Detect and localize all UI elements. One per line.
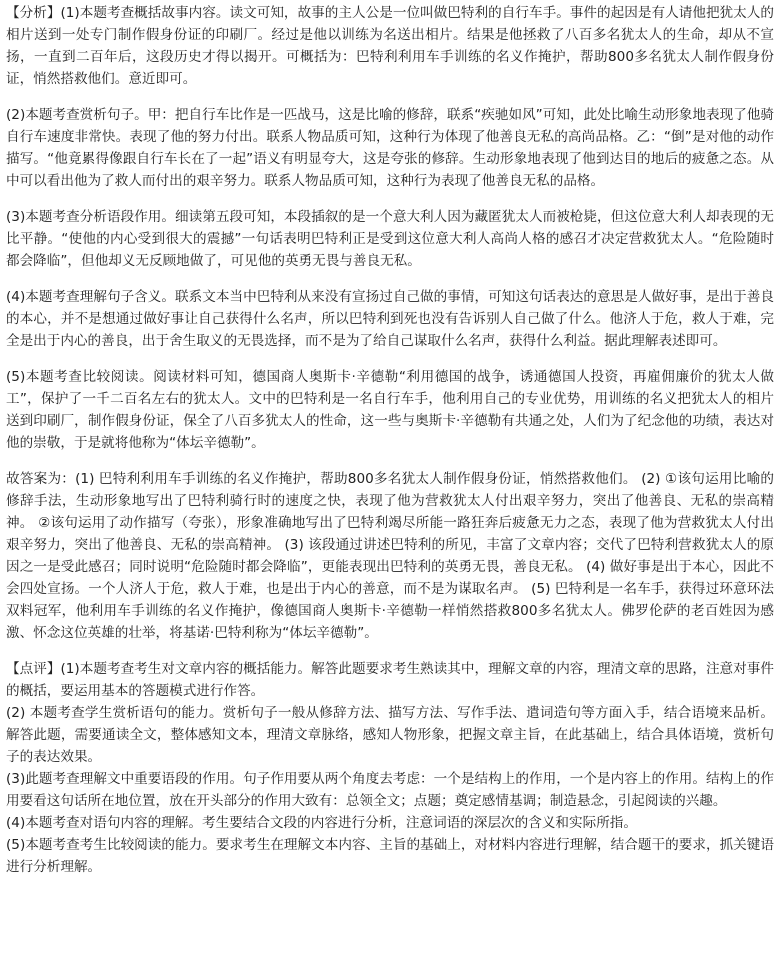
analysis-paragraph-3: (3)本题考查分析语段作用。细读第五段可知，本段插叙的是一个意大利人因为藏匿犹太人而被枪毙，但这位意大利人却表现的无比平静。“使他的内心受到很大的震撼”一句话表明巴特利正是受到这位意大利人高尚人格的感召才决定营救犹太人。“危险随时都会降临”，但他却义无反顾地做了，可见他的英勇无畏与善良无私。 bbox=[6, 209, 774, 269]
analysis-paragraph-2: (2)本题考查赏析句子。甲：把自行车比作是一匹战马，这是比喻的修辞，联系“疾驰如风”可知，此处比喻生动形象地表现了他骑自行车速度非常快。表现了他的努力付出。联系人物品质可知，这种行为体现了他善良无私的高尚品格。乙：“倒”是对他的动作描写。“他竟累得像跟自行车长在了一起”语义有明显夸大，这是夸张的修辞。生动形象地表现了他到达目的地后的疲惫之态。从中可以看出他为了救人而付出的艰辛努力。联系人物品质可知，这种行为表现了他善良无私的品格。 bbox=[6, 107, 774, 189]
review-item-1: 【点评】(1)本题考查考生对文章内容的概括能力。解答此题要求考生熟读其中，理解文章的内容，理清文章的思路，注意对事件的概括，要运用基本的答题模式进行作答。 bbox=[6, 661, 774, 699]
review-item-5: (5)本题考查考生比较阅读的能力。要求考生在理解文本内容、主旨的基础上，对材料内容进行理解，结合题干的要求，抓关键语进行分析理解。 bbox=[6, 837, 774, 875]
answer-paragraph: 故答案为：(1) 巴特利利用车手训练的名义作掩护，帮助800多名犹太人制作假身份证，悄然搭救他们。 (2) ①该句运用比喻的修辞手法，生动形象地写出了巴特利骑行时的速度之快，表现了他为营救犹太人付出艰辛努力，突出了他善良、无私的崇高精神。 ②该句运用了动作描写（夸张），形象准确地写出了巴特利竭尽所能一路狂奔后疲惫无力之态，表现了他为营救犹太人付出艰辛努力，突出了他善良、无私的崇高精神。 (3) 该段通过讲述巴特利的所见，丰富了文章内容；交代了巴特利营救犹太人的原因之一是受此感召；同时说明“危险随时都会降临”，更能表现出巴特利的英勇无畏，善良无私。 (4) 做好事是出于本心，因此不会四处宣扬。一个人济人于危，救人于难，也是出于内心的善意，而不是为谋取名声。 (5) 巴特利是一名车手，获得过环意环法双料冠军，他利用车手训练的名义作掩护，像德国商人奥斯卡·辛德勒一样悄然搭救800多名犹太人。佛罗伦萨的老百姓因为感激、怀念这位英雄的壮举，将基诺·巴特利称为“体坛辛德勒”。 bbox=[6, 471, 774, 641]
review-item-2: (2) 本题考查学生赏析语句的能力。赏析句子一般从修辞方法、描写方法、写作手法、遣词造句等方面入手，结合语境来品析。解答此题，需要通读全文，整体感知文本，理清文章脉络，感知人物形象，把握文章主旨，在此基础上，结合具体语境，赏析句子的表达效果。 bbox=[6, 705, 774, 765]
analysis-paragraph-1: 【分析】(1)本题考查概括故事内容。读文可知，故事的主人公是一位叫做巴特利的自行车手。事件的起因是有人请他把犹太人的相片送到一处专门制作假身份证的印刷厂。经过是他以训练为名送出相片。结果是他拯救了八百多名犹太人的生命，却从不宣扬，一直到二百年后，这段历史才得以揭开。可概括为：巴特利利用车手训练的名义作掩护，帮助800多名犹太人制作假身份证，悄然搭救他们。意近即可。 bbox=[6, 5, 774, 87]
review-item-3: (3)此题考查理解文中重要语段的作用。句子作用要从两个角度去考虑：一个是结构上的作用，一个是内容上的作用。结构上的作用要看这句话所在地位置，放在开头部分的作用大致有：总领全文；点题；奠定感情基调；制造悬念，引起阅读的兴趣。 bbox=[6, 771, 774, 809]
review-item-4: (4)本题考查对语句内容的理解。考生要结合文段的内容进行分析，注意词语的深层次的含义和实际所指。 bbox=[6, 815, 637, 831]
analysis-paragraph-5: (5)本题考查比较阅读。阅读材料可知，德国商人奥斯卡·辛德勒“利用德国的战争，诱通德国人投资，再雇佣廉价的犹太人做工”，保护了一千二百名左右的犹太人。文中的巴特利是一名自行车手，他利用自己的专业优势，用训练的名义把犹太人的相片送到印刷厂，制作假身份证，保全了八百多犹太人的性命，这一些与奥斯卡·辛德勒有共通之处，人们为了纪念他的功绩，表达对他的崇敬，于是就将他称为“体坛辛德勒”。 bbox=[6, 369, 774, 451]
review-section bbox=[6, 658, 774, 878]
analysis-paragraph-4: (4)本题考查理解句子含义。联系文本当中巴特利从来没有宣扬过自己做的事情，可知这句话表达的意思是人做好事，是出于善良的本心，并不是想通过做好事让自己获得什么名声，所以巴特利到死也没有告诉别人自己做了什么。他济人于危，救人于难，完全是出于内心的善良，出于舍生取义的无畏选择，而不是为了给自己谋取什么名声，获得什么利益。据此理解表述即可。 bbox=[6, 289, 774, 349]
